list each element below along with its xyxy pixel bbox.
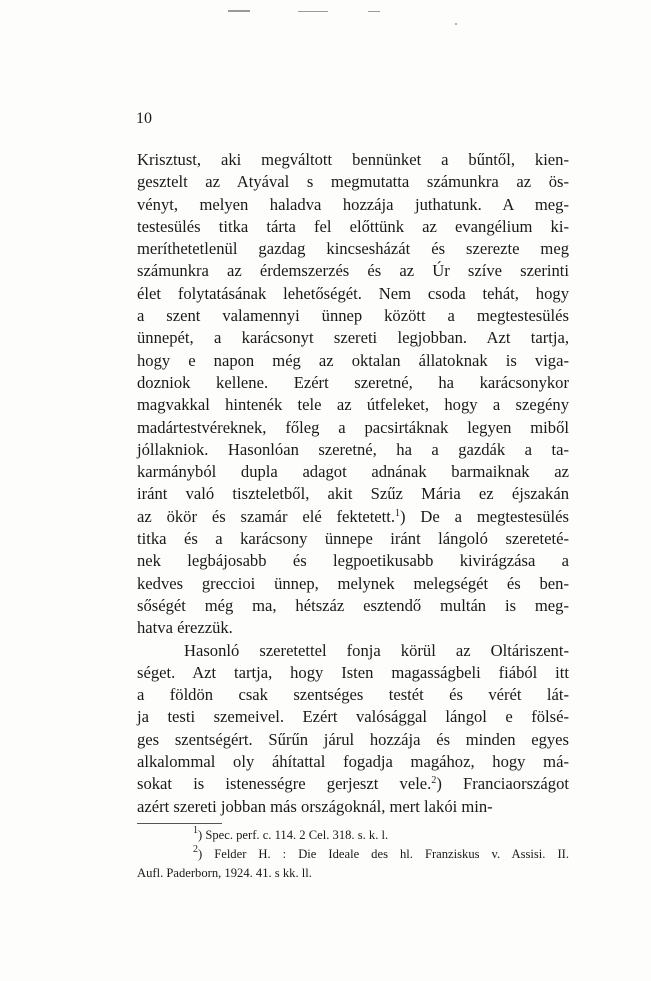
text-line: hatva érezzük. — [137, 618, 233, 638]
text-line: jóllakniok. Hasonlóan szeretné, ha a gazdák a ta- — [137, 439, 569, 459]
paragraph-1 — [137, 149, 569, 640]
text-line: élet folytatásának lehetőségét. Nem csoda tehát, hogy — [137, 283, 569, 303]
text-line — [137, 773, 569, 795]
text-line: Hasonló szeretettel fonja körül az Oltáriszent- — [184, 640, 569, 660]
body-text — [137, 149, 569, 818]
text-line: alkalommal oly áhítattal fogadja magához, hogy má- — [137, 752, 569, 772]
text-line: séget. Azt tartja, hogy Isten magasságbeli fiából itt — [137, 662, 569, 682]
scan-artifact — [298, 11, 328, 12]
text-line: számunkra az érdemszerzés és az Úr szíve szerinti — [137, 261, 569, 281]
footnote-line — [137, 826, 569, 845]
text-line: dozniok kellene. Ezért szeretné, ha karácsonykor — [137, 372, 569, 392]
text-line: karmányból dupla adagot adnának barmaiknak az — [137, 462, 569, 482]
footnotes — [137, 826, 569, 883]
paragraph-2 — [137, 640, 569, 818]
text-line: nek legbájosabb és legpoetikusabb kivirágzása a — [137, 551, 569, 571]
text-segment: sokat is istenességre gerjeszt vele. — [137, 774, 432, 794]
text-line: iránt való tiszteletből, akit Szűz Mária ez éjszakán — [137, 484, 569, 504]
footnote-line: Aufl. Paderborn, 1924. 41. s kk. ll. — [137, 866, 312, 880]
page-number: 10 — [136, 110, 152, 127]
text-line: testesülés titka tárta fel előttünk az evangélium ki- — [137, 216, 569, 236]
text-line: madártestvéreknek, főleg a pacsirtáknak legyen miből — [137, 417, 569, 437]
footnote-text: Spec. perf. c. 114. 2 Cel. 318. s. k. l. — [205, 828, 389, 842]
text-line: Krisztust, aki megváltott bennünket a bűntől, kien- — [137, 150, 569, 169]
footnote-mark: 2 — [193, 844, 198, 855]
text-line: a földön csak szentséges testét és vérét lát- — [137, 685, 569, 705]
scan-artifact — [228, 10, 250, 12]
text-line: vényt, melyen haladva hozzája juthatunk. A meg- — [137, 194, 569, 214]
footnote-text: Felder H. : Die Ideale des hl. Franziskus v. Assisi. II. — [214, 847, 569, 861]
footnote-line — [137, 845, 569, 864]
text-line: a szent valamennyi ünnep között a megtestesülés — [137, 306, 569, 326]
text-line: kedves greccioi ünnep, melynek melegségét és ben- — [137, 573, 569, 593]
text-line: magvakkal hintenék tele az útfeleket, hogy a szegény — [137, 395, 569, 415]
text-line: gesztelt az Atyával s megmutatta számunkra az ös- — [137, 172, 569, 192]
footnote-mark-paren: ) — [198, 828, 206, 842]
footnote-mark-paren: ) — [198, 847, 215, 861]
text-line — [137, 506, 569, 528]
footnote-reference: 1 — [395, 507, 401, 519]
text-line: titka és a karácsony ünnepe iránt lángoló szereteté- — [137, 529, 569, 549]
text-segment: ) Franciaországot — [436, 774, 569, 794]
text-line: ünnepét, a karácsonyt szereti legjobban. Azt tartja, — [137, 328, 569, 348]
scan-artifact — [455, 23, 457, 25]
text-line: hogy e napon még az oktalan állatoknak is viga- — [137, 350, 569, 370]
text-line: meríthetetlenül gazdag kincsesházát és szerezte meg — [137, 239, 569, 259]
text-line: sőségét még ma, hétszáz esztendő multán is meg- — [137, 595, 569, 615]
text-line: ges szentségért. Sűrűn járul hozzája és minden egyes — [137, 729, 569, 749]
scan-artifact — [368, 11, 380, 12]
text-segment: ) De a megtestesülés — [400, 506, 569, 526]
footnote-rule — [137, 823, 222, 824]
text-line: ja testi szemeivel. Ezért valósággal lángol e fölsé- — [137, 707, 569, 727]
footnote-reference: 2 — [431, 775, 437, 787]
footnote-mark: 1 — [193, 825, 198, 836]
text-segment: az ökör és szamár elé fektetett. — [137, 506, 396, 526]
text-line: azért szereti jobban más országoknál, mert lakói min- — [137, 796, 493, 816]
